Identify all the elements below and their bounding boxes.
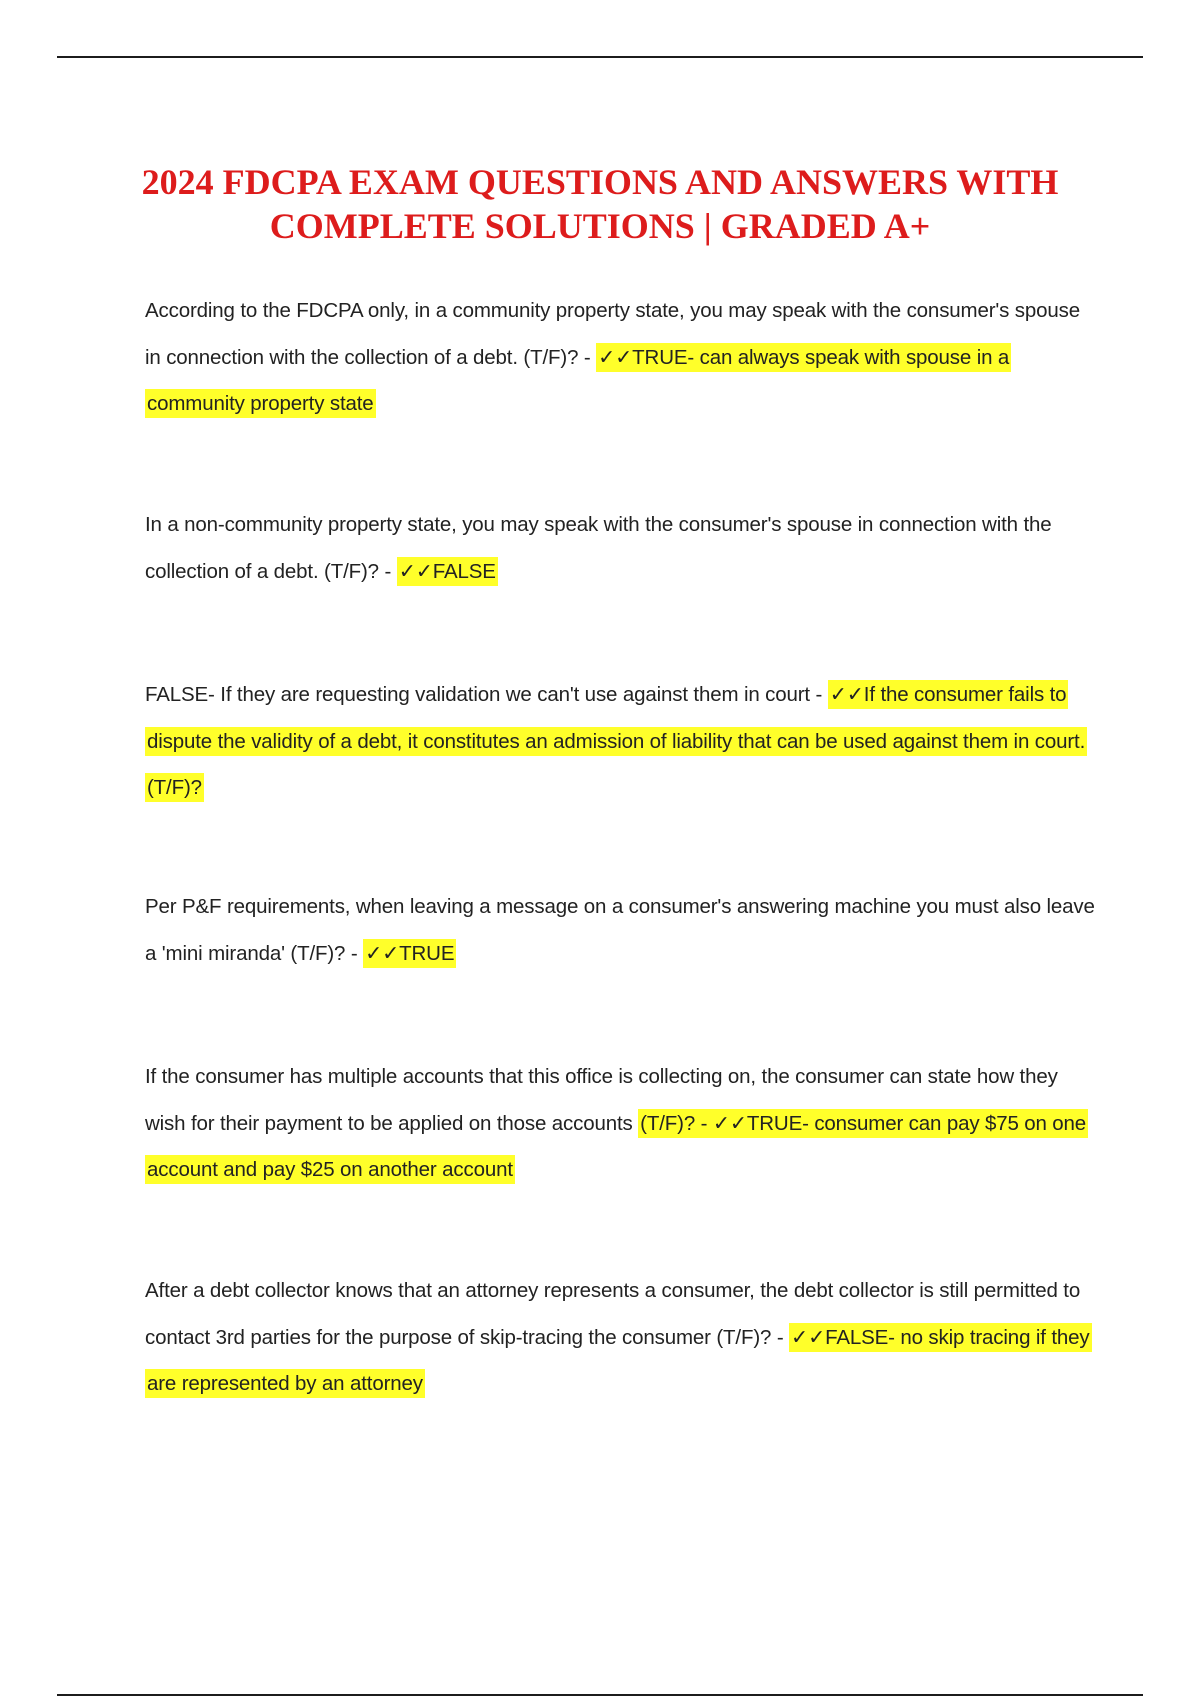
answer-highlight: ✓✓FALSE — [397, 557, 498, 586]
question-text: According to the FDCPA only, in a community property state, you may speak with the consumer's spouse in connection with the collection of a debt. (T/F)? - — [145, 299, 1081, 369]
qa-item-1 — [145, 288, 1095, 428]
qa-item-5 — [145, 1054, 1095, 1194]
document-title — [100, 160, 1100, 248]
question-text: In a non-community property state, you may speak with the consumer's spouse in connection with the collection of a debt. (T/F)? - — [145, 513, 1052, 583]
footer-rule — [57, 1694, 1143, 1696]
header-rule — [57, 56, 1143, 58]
qa-item-4 — [145, 884, 1095, 977]
answer-highlight: ✓✓TRUE- can always speak with spouse in a community property state — [145, 343, 1011, 419]
qa-item-3 — [145, 672, 1095, 812]
question-text: Per P&F requirements, when leaving a message on a consumer's answering machine you must also leave a 'mini miranda' (T/F)? - — [145, 895, 1095, 965]
answer-highlight: ✓✓If the consumer fails to dispute the validity of a debt, it constitutes an admission of liability that can be used against them in court. (T/F)? — [145, 680, 1087, 802]
qa-item-2 — [145, 502, 1095, 595]
answer-highlight: ✓✓TRUE — [363, 939, 456, 968]
answer-highlight: ✓✓FALSE- no skip tracing if they are represented by an attorney — [145, 1323, 1092, 1399]
question-text: If the consumer has multiple accounts that this office is collecting on, the consumer can state how they wish for their payment to be applied on those accounts — [145, 1065, 1058, 1135]
question-text: After a debt collector knows that an attorney represents a consumer, the debt collector is still permitted to contact 3rd parties for the purpose of skip-tracing the consumer (T/F)? - — [145, 1279, 1081, 1349]
title-line-1: 2024 FDCPA EXAM QUESTIONS AND ANSWERS WITH — [141, 162, 1059, 202]
title-line-2: COMPLETE SOLUTIONS | GRADED A+ — [269, 206, 931, 246]
answer-highlight: (T/F)? - ✓✓TRUE- consumer can pay $75 on one account and pay $25 on another account — [145, 1109, 1088, 1185]
qa-item-6 — [145, 1268, 1095, 1408]
question-text: FALSE- If they are requesting validation we can't use against them in court - — [145, 683, 828, 706]
